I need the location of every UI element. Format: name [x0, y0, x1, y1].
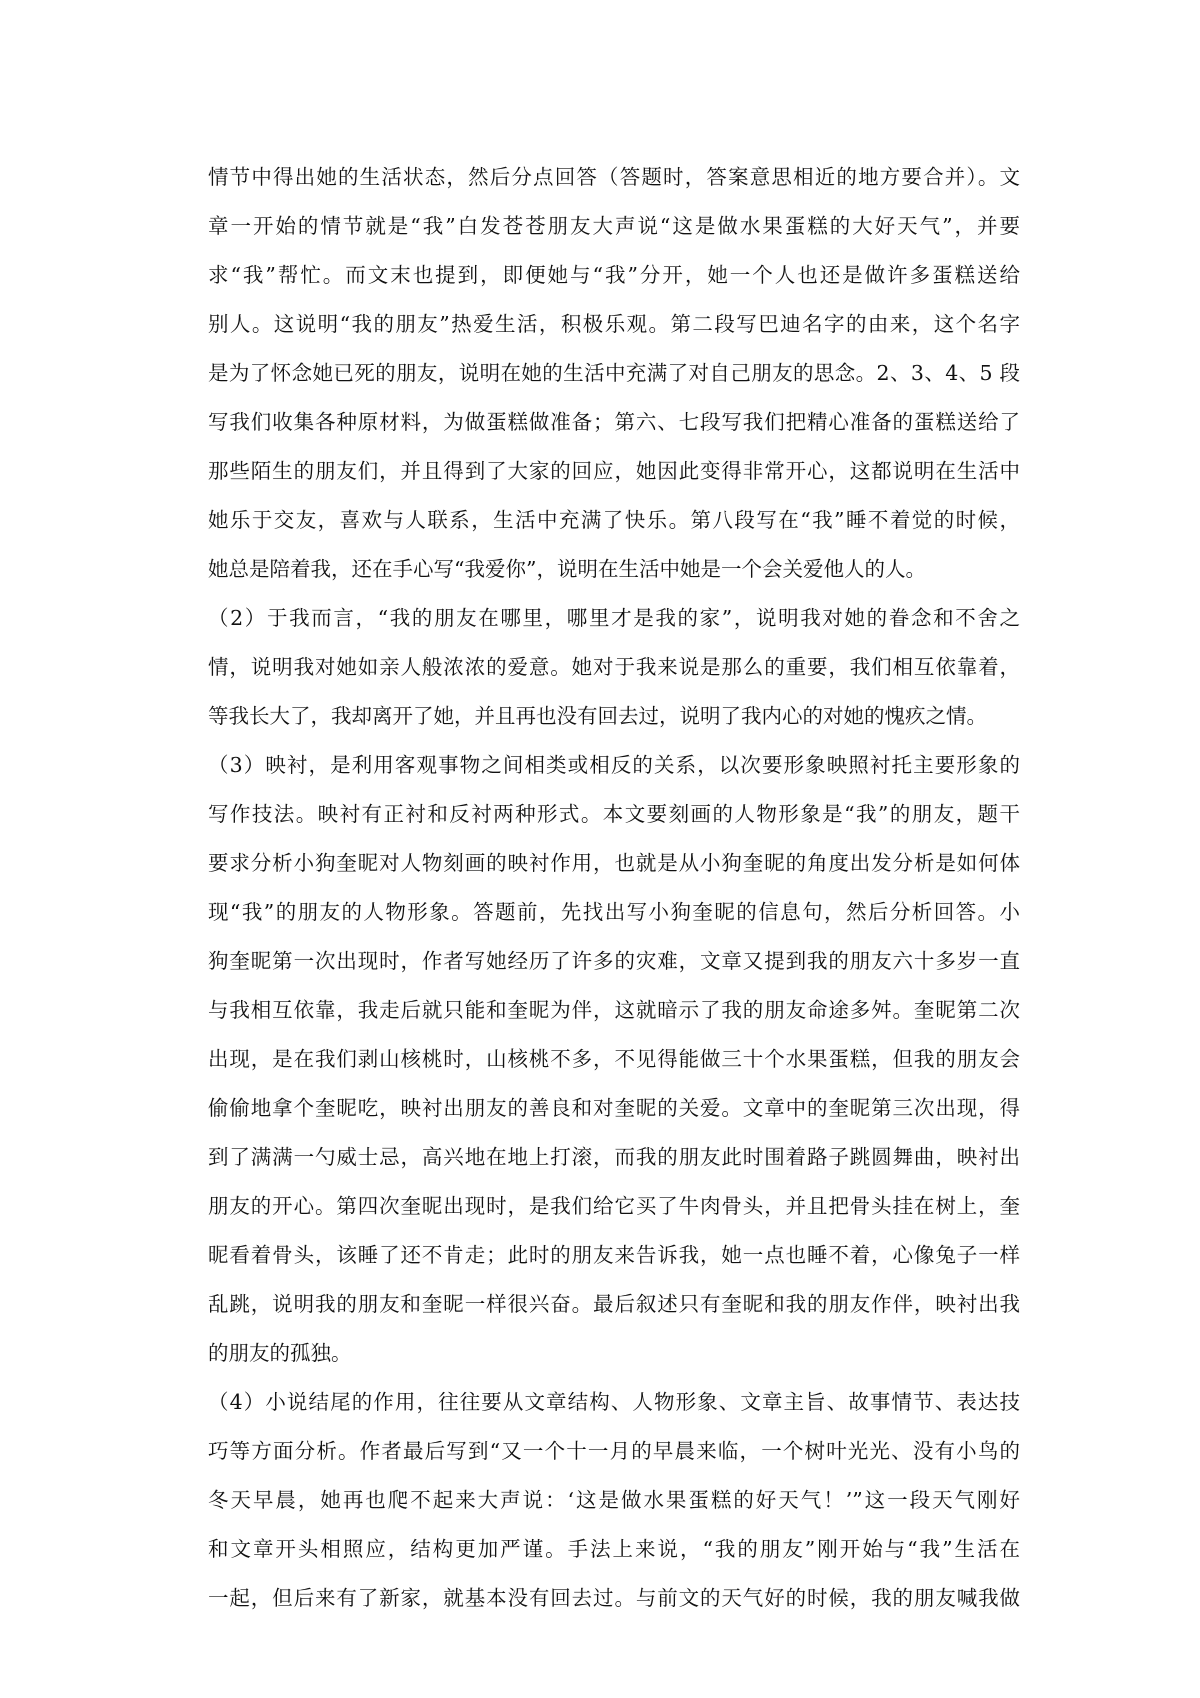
text-line: 与我相互依靠，我走后就只能和奎昵为伴，这就暗示了我的朋友命途多舛。奎昵第二次 [208, 998, 1020, 1022]
paragraph-answer-1-continued [208, 153, 1020, 594]
text-line: 巧等方面分析。作者最后写到“又一个十一月的早晨来临，一个树叶光光、没有小鸟的 [208, 1439, 1020, 1463]
text-line: 冬天早晨，她再也爬不起来大声说：‘这是做水果蛋糕的好天气！’”这一段天气刚好 [208, 1488, 1020, 1512]
text-line: 和文章开头相照应，结构更加严谨。手法上来说，“我的朋友”刚开始与“我”生活在 [208, 1537, 1020, 1561]
text-line: （4）小说结尾的作用，往往要从文章结构、人物形象、文章主旨、故事情节、表达技 [208, 1390, 1020, 1414]
answer-text-body [208, 153, 1020, 1623]
text-line: 求“我”帮忙。而文末也提到，即便她与“我”分开，她一个人也还是做许多蛋糕送给 [208, 263, 1020, 287]
paragraph-answer-4 [208, 1378, 1020, 1623]
text-line: 章一开始的情节就是“我”白发苍苍朋友大声说“这是做水果蛋糕的大好天气”，并要 [208, 214, 1020, 238]
text-line: 写作技法。映衬有正衬和反衬两种形式。本文要刻画的人物形象是“我”的朋友，题干 [208, 802, 1020, 826]
text-line: 等我长大了，我却离开了她，并且再也没有回去过，说明了我内心的对她的愧疚之情。 [208, 704, 987, 728]
text-line: 朋友的开心。第四次奎昵出现时，是我们给它买了牛肉骨头，并且把骨头挂在树上，奎 [208, 1194, 1020, 1218]
text-line: 写我们收集各种原材料，为做蛋糕做准备；第六、七段写我们把精心准备的蛋糕送给了 [208, 410, 1020, 434]
text-line: 狗奎昵第一次出现时，作者写她经历了许多的灾难，文章又提到我的朋友六十多岁一直 [208, 949, 1020, 973]
paragraph-answer-2 [208, 594, 1020, 741]
text-line: （2）于我而言，“我的朋友在哪里，哪里才是我的家”，说明我对她的眷念和不舍之 [208, 606, 1020, 630]
text-line: 那些陌生的朋友们，并且得到了大家的回应，她因此变得非常开心，这都说明在生活中 [208, 459, 1020, 483]
text-line: 出现，是在我们剥山核桃时，山核桃不多，不见得能做三十个水果蛋糕，但我的朋友会 [208, 1047, 1020, 1071]
text-line: 到了满满一勺威士忌，高兴地在地上打滚，而我的朋友此时围着路子跳圆舞曲，映衬出 [208, 1145, 1020, 1169]
text-line: 昵看着骨头，该睡了还不肯走；此时的朋友来告诉我，她一点也睡不着，心像兔子一样 [208, 1243, 1020, 1267]
text-line: 一起，但后来有了新家，就基本没有回去过。与前文的天气好的时候，我的朋友喊我做 [208, 1586, 1020, 1610]
text-line: 现“我”的朋友的人物形象。答题前，先找出写小狗奎昵的信息句，然后分析回答。小 [208, 900, 1020, 924]
text-line: 她乐于交友，喜欢与人联系，生活中充满了快乐。第八段写在“我”睡不着觉的时候， [208, 508, 1020, 532]
text-line: 别人。这说明“我的朋友”热爱生活，积极乐观。第二段写巴迪名字的由来，这个名字 [208, 312, 1020, 336]
text-line: 要求分析小狗奎昵对人物刻画的映衬作用，也就是从小狗奎昵的角度出发分析是如何体 [208, 851, 1020, 875]
text-line: 乱跳，说明我的朋友和奎昵一样很兴奋。最后叙述只有奎昵和我的朋友作伴，映衬出我 [208, 1292, 1020, 1316]
text-line: 情，说明我对她如亲人般浓浓的爱意。她对于我来说是那么的重要，我们相互依靠着， [208, 655, 1020, 679]
text-line: 她总是陪着我，还在手心写“我爱你”，说明在生活中她是一个会关爱他人的人。 [208, 557, 926, 581]
text-line: 是为了怀念她已死的朋友，说明在她的生活中充满了对自己朋友的思念。2、3、4、5 段 [208, 361, 1020, 385]
text-line: （3）映衬，是利用客观事物之间相类或相反的关系，以次要形象映照衬托主要形象的 [208, 753, 1020, 777]
paragraph-answer-3 [208, 741, 1020, 1378]
text-line: 的朋友的孤独。 [208, 1341, 352, 1365]
text-line: 情节中得出她的生活状态，然后分点回答（答题时，答案意思相近的地方要合并）。文 [208, 165, 1020, 189]
text-line: 偷偷地拿个奎昵吃，映衬出朋友的善良和对奎昵的关爱。文章中的奎昵第三次出现，得 [208, 1096, 1020, 1120]
